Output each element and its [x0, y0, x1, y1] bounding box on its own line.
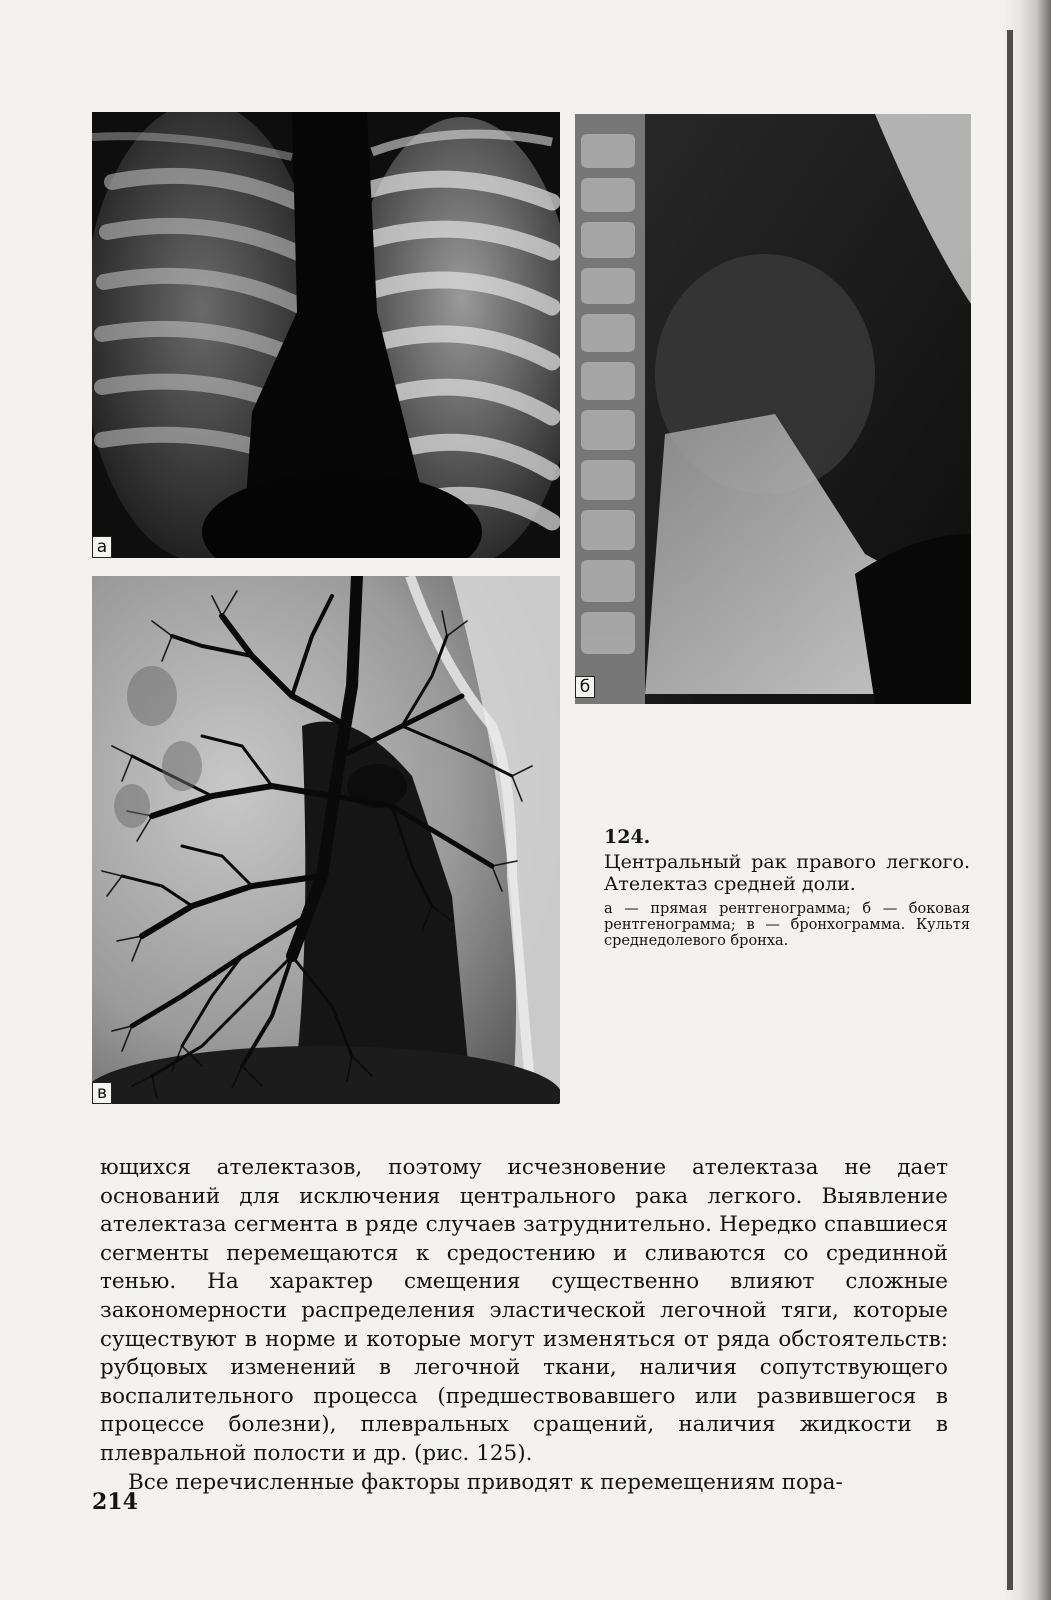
- chest-xray-frontal-image: [92, 112, 560, 558]
- body-text: [100, 1154, 948, 1497]
- panel-letter-b: б: [575, 676, 595, 698]
- figure-legend: а — прямая рентгенограмма; б — боковая рентгенограмма; в — бронхограмма. Культя среднедолевого бронха.: [604, 901, 970, 949]
- binding-edge: [1007, 30, 1013, 1590]
- page-number: 214: [92, 1489, 138, 1515]
- figure-number: 124.: [604, 826, 651, 848]
- bronchogram-image: [92, 576, 560, 1104]
- figure-title: Центральный рак правого легкого. Ателектаз средней доли.: [604, 851, 970, 895]
- paragraph-2: Все перечисленные факторы приводят к перемещениям пора-: [128, 1469, 843, 1495]
- panel-letter-c: в: [92, 1082, 112, 1104]
- chest-xray-lateral-image: [575, 114, 971, 704]
- figure-a-frontal-radiograph: [92, 112, 560, 558]
- paragraph-1: ющихся ателектазов, поэтому исчезновение ателектаза не дает оснований для исключения центрального рака легкого. Выявление ателектаза сегмента в ряде случаев затруднительно. Нередко спавшиеся сегменты перемещаются к средостению и сливаются со срединной тенью. На характер смещения существенно влияют сложные закономерности распределения эластической легочной тяги, которые существуют в норме и которые могут изменяться от ряда обстоятельств: рубцовых изменений в легочной ткани, наличия сопутствующего воспалительного процесса (предшествовавшего или развившегося в процессе болезни), плевральных сращений, наличия жидкости в плевральной полости и др. (рис. 125).: [100, 1155, 948, 1466]
- figure-b-lateral-radiograph: [575, 114, 971, 704]
- panel-letter-a: а: [92, 536, 112, 558]
- figure-c-bronchogram: [92, 576, 560, 1104]
- figure-caption: [604, 826, 970, 949]
